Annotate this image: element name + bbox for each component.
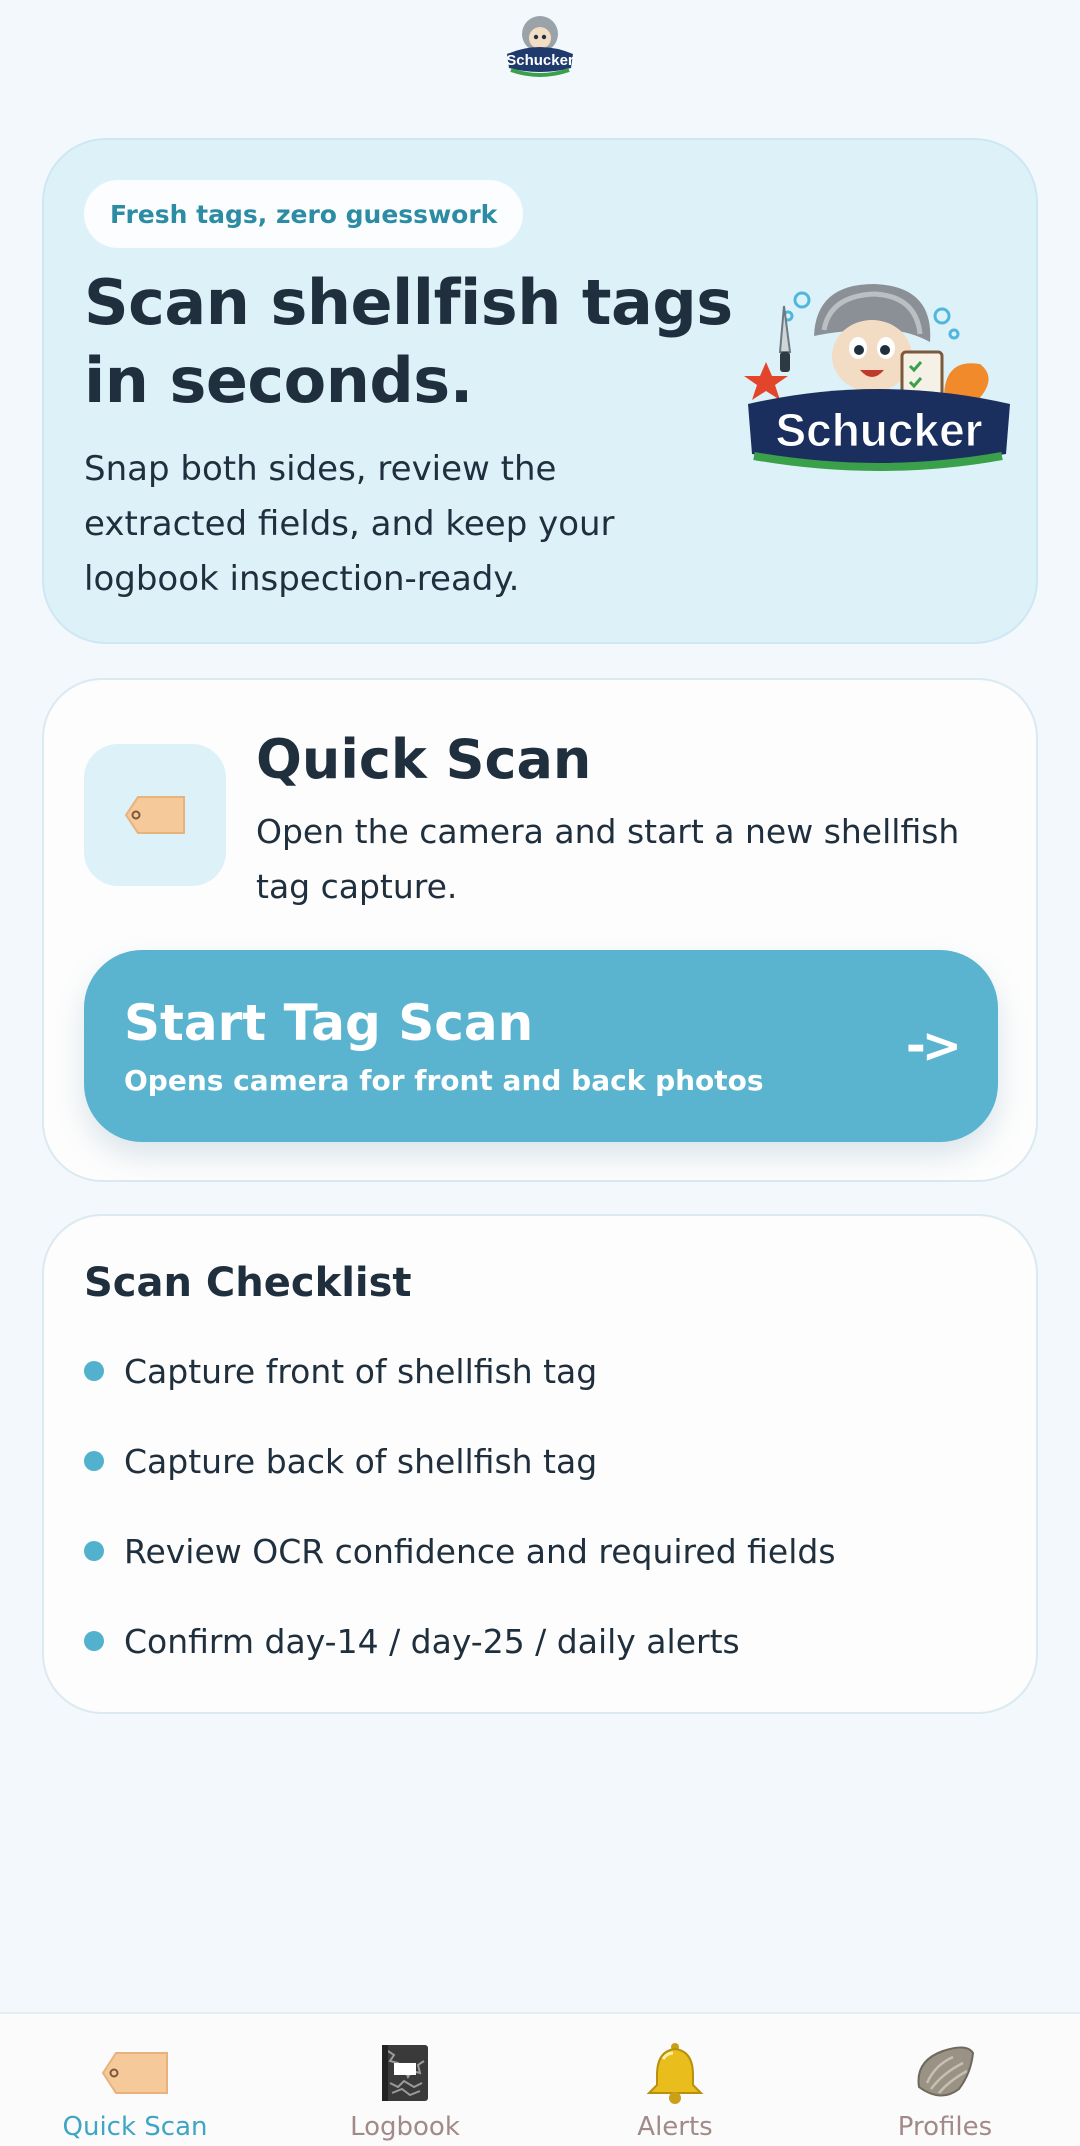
schucker-mascot-logo <box>744 278 1014 478</box>
bullet-dot-icon <box>84 1631 104 1651</box>
tag-icon <box>99 2040 171 2106</box>
hero-description: Snap both sides, review the extracted fields, and keep your logbook inspection-ready. <box>84 449 615 599</box>
hero-title: Scan shellfish tags in seconds. <box>84 266 733 417</box>
nav-label: Logbook <box>350 2112 460 2142</box>
nav-item-quick-scan[interactable] <box>0 2014 270 2146</box>
tag-icon <box>84 744 226 886</box>
hero-tagline-pill: Fresh tags, zero guesswork <box>84 180 523 248</box>
app-logo-small <box>497 10 583 80</box>
quick-scan-description: Open the camera and start a new shellfish tag capture. <box>256 812 960 906</box>
app-logo-small-text: Schucker <box>506 52 574 69</box>
list-item <box>84 1526 836 1576</box>
nav-label: Profiles <box>897 2112 993 2142</box>
checklist-item-text: Confirm day-14 / day-25 / daily alerts <box>124 1621 740 1661</box>
start-tag-scan-label: Start Tag Scan <box>124 994 534 1052</box>
quick-scan-title: Quick Scan <box>256 728 592 791</box>
checklist-item-text: Capture front of shellfish tag <box>124 1351 598 1391</box>
nav-item-profiles[interactable] <box>810 2014 1080 2146</box>
hero-card <box>42 138 1038 644</box>
checklist-title: Scan Checklist <box>84 1260 412 1306</box>
quick-scan-card <box>42 678 1038 1182</box>
arrow-right-icon: -> <box>905 1018 958 1074</box>
bullet-dot-icon <box>84 1451 104 1471</box>
nav-item-alerts[interactable] <box>540 2014 810 2146</box>
list-item <box>84 1436 597 1486</box>
start-tag-scan-button[interactable] <box>84 950 998 1142</box>
list-item <box>84 1346 597 1396</box>
nav-label: Quick Scan <box>62 2112 208 2142</box>
checklist-item-text: Capture back of shellfish tag <box>124 1441 598 1481</box>
schucker-logo-text: Schucker <box>775 404 983 456</box>
scan-checklist-card <box>42 1214 1038 1714</box>
start-tag-scan-sublabel: Opens camera for front and back photos <box>124 1064 764 1097</box>
nav-item-logbook[interactable] <box>270 2014 540 2146</box>
oyster-icon <box>909 2040 981 2106</box>
nav-label: Alerts <box>637 2112 713 2142</box>
notebook-icon <box>369 2040 441 2106</box>
bottom-nav <box>0 2012 1080 2146</box>
bell-icon <box>639 2040 711 2106</box>
bullet-dot-icon <box>84 1361 104 1381</box>
list-item <box>84 1616 740 1666</box>
checklist-item-text: Review OCR confidence and required fields <box>124 1531 836 1571</box>
bullet-dot-icon <box>84 1541 104 1561</box>
